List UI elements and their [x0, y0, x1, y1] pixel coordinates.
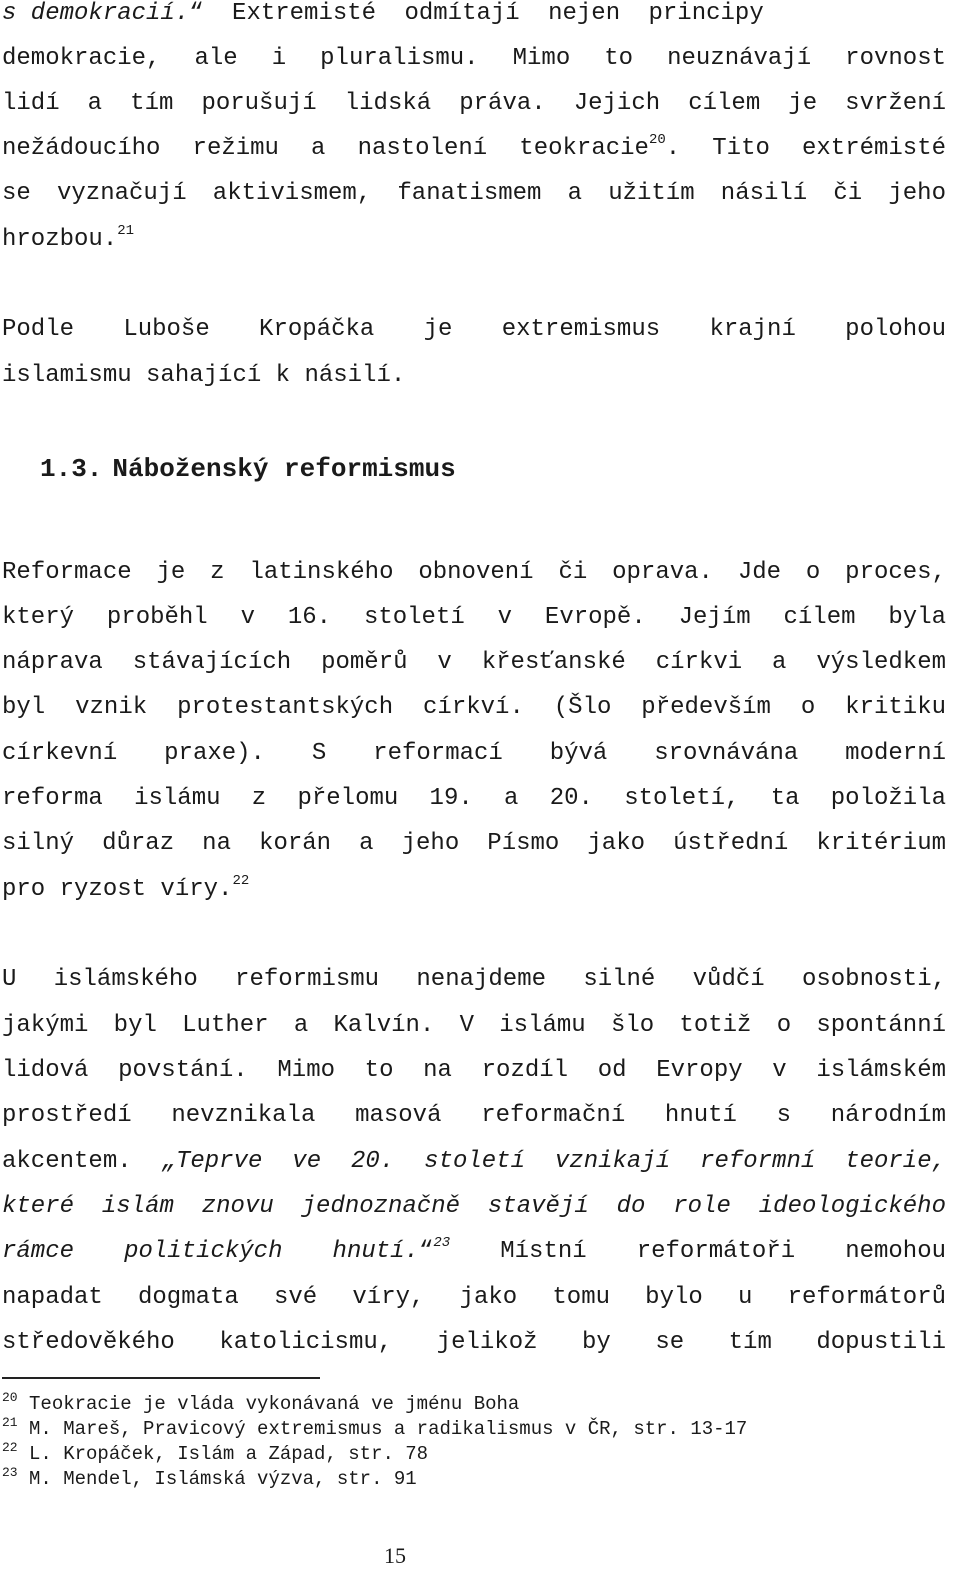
text-span: akcentem. [2, 1148, 132, 1175]
text-line [2, 223, 135, 254]
footnote-ref: 22 [232, 873, 250, 889]
text-line [2, 873, 250, 904]
section-heading [40, 454, 456, 484]
quote-span: „Teprve ve 20. století vznikají reformní teorie, [161, 1148, 947, 1175]
text-line: silný důraz na korán a jeho Písmo jako ústřední kritérium [2, 830, 946, 857]
footnote [2, 1414, 748, 1441]
text-line [2, 132, 947, 163]
text-line: reforma islámu z přelomu 19. a 20. století, ta položila [2, 785, 946, 812]
text-line: které islám znovu jednoznačně stavějí do role ideologického [2, 1193, 946, 1220]
text-line: Reformace je z latinského obnovení či oprava. Jde o proces, [2, 559, 946, 586]
section-title: Náboženský reformismus [112, 454, 456, 484]
page-number: 15 [384, 1543, 406, 1568]
text-span: Místní reformátoři nemohou [500, 1238, 947, 1265]
text-span: “ Extremisté odmítají nejen principy [189, 0, 764, 27]
footnote-number: 22 [2, 1439, 18, 1455]
text-line: prostředí nevznikala masová reformační hnutí s národním [2, 1102, 946, 1129]
section-number: 1.3. [40, 454, 103, 484]
text-line: náprava stávajících poměrů v křesťanské církvi a výsledkem [2, 649, 946, 676]
footnote-number: 21 [2, 1414, 18, 1430]
text-line: islamismu sahající k násilí. [2, 362, 406, 389]
text-line: středověkého katolicismu, jelikož by se tím dopustili [2, 1329, 946, 1356]
text-line: demokracie, ale i pluralismu. Mimo to neuznávají rovnost [2, 45, 946, 72]
text-line [2, 0, 764, 28]
text-line [2, 1148, 946, 1176]
footnote-ref: 23 [433, 1235, 451, 1251]
footnote-ref: 21 [117, 223, 135, 239]
text-span: pro ryzost víry. [2, 876, 233, 903]
footnote-number: 23 [2, 1464, 18, 1480]
text-line: jakými byl Luther a Kalvín. V islámu šlo totiž o spontánní [2, 1012, 946, 1039]
text-line [2, 1235, 947, 1266]
footnote [2, 1464, 417, 1491]
footnote-text: Teokracie je vláda vykonávaná ve jménu Boha [29, 1393, 520, 1415]
text-line: církevní praxe). S reformací bývá srovnávána moderní [2, 740, 946, 767]
footnote-text: M. Mendel, Islámská výzva, str. 91 [29, 1468, 417, 1490]
text-span: nežádoucího režimu a nastolení teokracie [2, 135, 649, 162]
text-line: lidí a tím porušují lidská práva. Jejich cílem je svržení [2, 90, 946, 117]
text-line: Podle Luboše Kropáčka je extremismus krajní polohou [2, 316, 946, 343]
text-span: “ [418, 1238, 434, 1265]
text-line: U islámského reformismu nenajdeme silné vůdčí osobnosti, [2, 966, 946, 993]
footnote [2, 1389, 520, 1416]
text-line: byl vznik protestantských církví. (Šlo především o kritiku [2, 694, 946, 721]
footnote [2, 1439, 429, 1466]
quote-span: rámce politických hnutí. [2, 1238, 419, 1265]
text-line: napadat dogmata své víry, jako tomu bylo u reformátorů [2, 1284, 946, 1311]
footnote-number: 20 [2, 1389, 18, 1405]
footnote-text: L. Kropáček, Islám a Západ, str. 78 [29, 1443, 429, 1465]
text-span: hrozbou. [2, 226, 118, 253]
footnote-divider [2, 1377, 320, 1379]
text-line: který proběhl v 16. století v Evropě. Jejím cílem byla [2, 604, 946, 631]
text-line: se vyznačují aktivismem, fanatismem a užitím násilí či jeho [2, 180, 946, 207]
footnote-text: M. Mareš, Pravicový extremismus a radikalismus v ČR, str. 13-17 [29, 1418, 748, 1440]
text-span: s demokracií. [2, 0, 190, 27]
footnote-ref: 20 [648, 132, 666, 148]
text-line: lidová povstání. Mimo to na rozdíl od Evropy v islámském [2, 1057, 946, 1084]
text-span: . Tito extrémisté [665, 135, 947, 162]
